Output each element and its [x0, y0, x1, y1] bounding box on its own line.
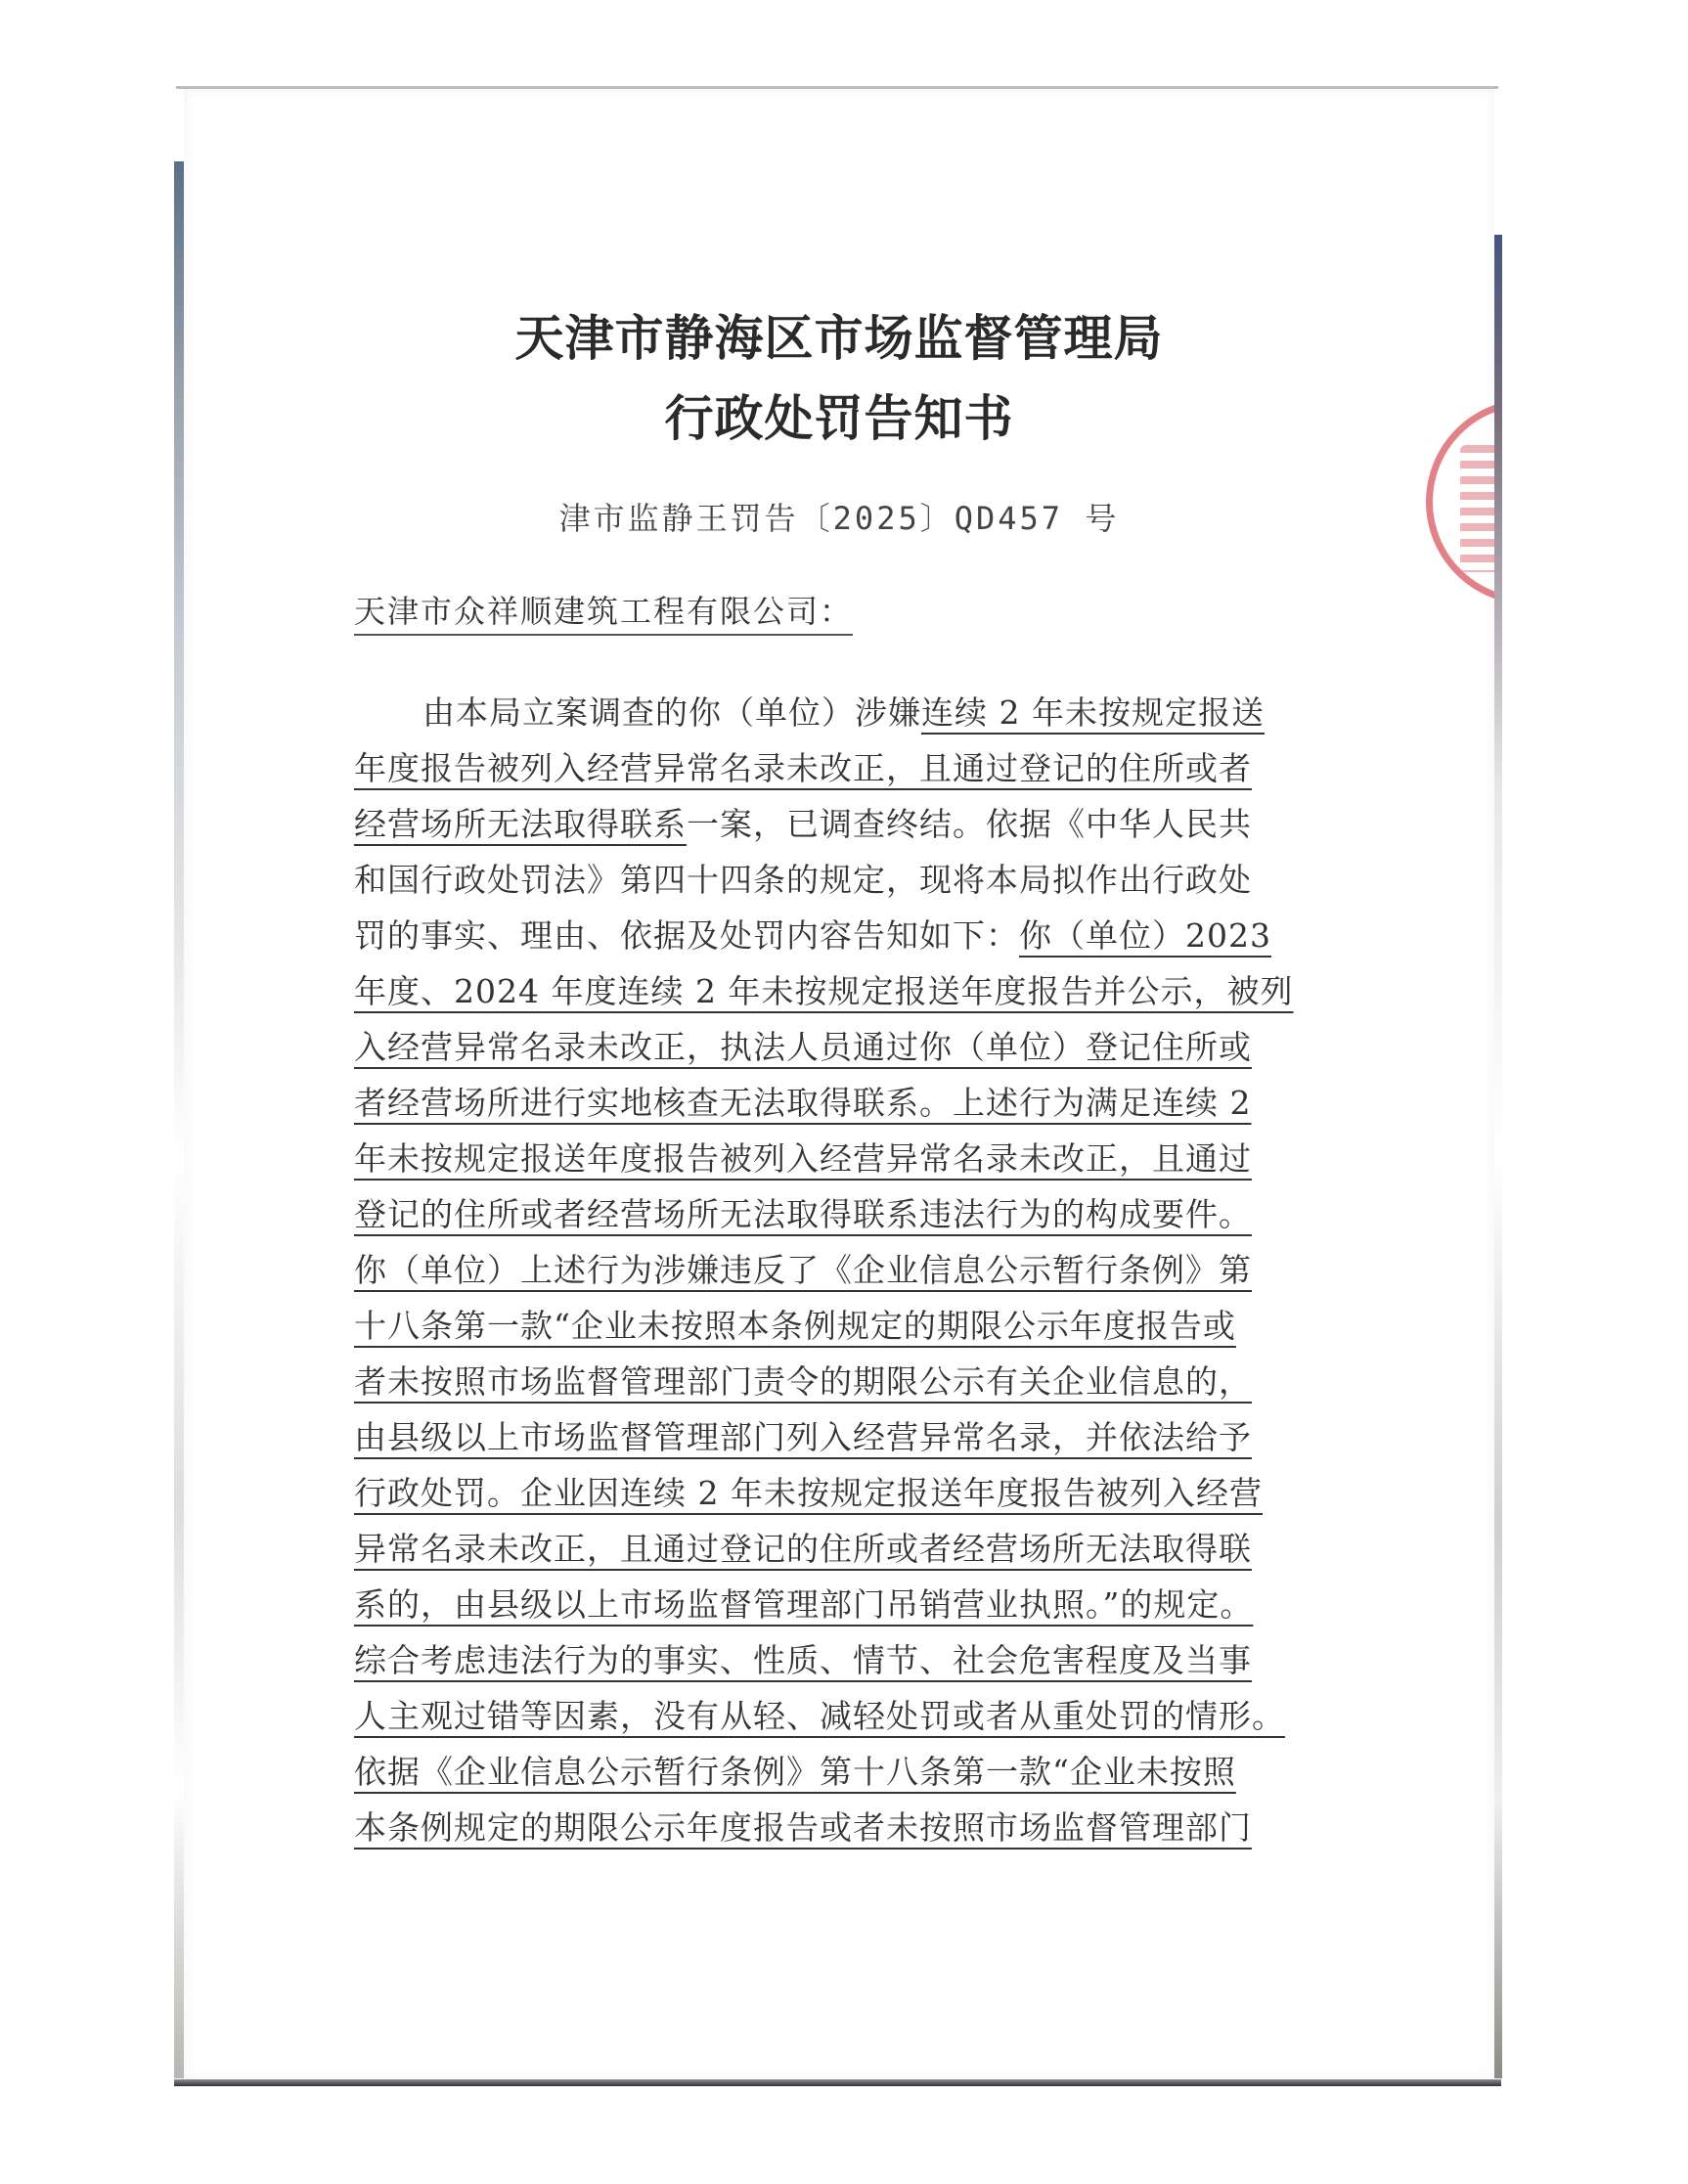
underlined-text: 者经营场所进行实地核查无法取得联系。上述行为满足连续 2 — [354, 1084, 1252, 1122]
page-title: 天津市静海区市场监督管理局 — [514, 309, 1164, 367]
background-right-strip — [1494, 235, 1502, 2078]
underlined-text: 年度报告被列入经营异常名录未改正，且通过登记的住所或者 — [354, 749, 1252, 787]
underlined-text: 十八条第一款“企业未按照本条例规定的期限公示年度报告或 — [354, 1307, 1236, 1345]
body-text: 由本局立案调查的你（单位）涉嫌 — [422, 693, 921, 732]
underlined-text: 人主观过错等因素，没有从轻、减轻处罚或者从重处罚的情形。 — [354, 1697, 1285, 1735]
body-line — [354, 1465, 1326, 1521]
body-line — [354, 1800, 1326, 1855]
body-text: 一案，已调查终结。依据《中华人民共 — [687, 805, 1252, 843]
body-line — [354, 796, 1326, 852]
underlined-text: 者未按照市场监督管理部门责令的期限公示有关企业信息的， — [354, 1362, 1252, 1401]
body-line — [354, 685, 1326, 740]
body-line — [354, 1632, 1326, 1688]
document-number: 津市监静王罚告〔2025〕QD457 号 — [558, 500, 1120, 537]
body-line — [354, 1019, 1326, 1075]
underlined-text: 你（单位）上述行为涉嫌违反了《企业信息公示暂行条例》第 — [354, 1251, 1252, 1289]
underlined-text: 由县级以上市场监督管理部门列入经营异常名录，并依法给予 — [354, 1418, 1252, 1456]
underlined-text: 入经营异常名录未改正，执法人员通过你（单位）登记住所或 — [354, 1028, 1252, 1066]
underlined-text: 依据《企业信息公示暂行条例》第十八条第一款“企业未按照 — [354, 1753, 1236, 1791]
body-line — [354, 1131, 1326, 1186]
body-line — [354, 740, 1326, 796]
background-left-strip — [174, 161, 184, 2078]
body-text: 和国行政处罚法》第四十四条的规定，现将本局拟作出行政处 — [354, 861, 1252, 899]
body-text: 罚的事实、理由、依据及处罚内容告知如下： — [354, 916, 1019, 955]
underlined-text: 年未按规定报送年度报告被列入经营异常名录未改正，且通过 — [354, 1139, 1252, 1178]
body-line — [354, 1354, 1326, 1409]
underlined-text: 年度、2024 年度连续 2 年未按规定报送年度报告并公示，被列 — [354, 972, 1294, 1010]
page-bottom-edge — [174, 2079, 1501, 2086]
body-line — [354, 1521, 1326, 1577]
document-body — [354, 685, 1326, 1855]
body-line — [354, 963, 1326, 1019]
body-line — [354, 1186, 1326, 1242]
addressee: 天津市众祥顺建筑工程有限公司： — [354, 587, 853, 636]
underlined-text: 异常名录未改正，且通过登记的住所或者经营场所无法取得联 — [354, 1530, 1252, 1568]
body-line — [354, 1577, 1326, 1632]
underlined-text: 登记的住所或者经营场所无法取得联系违法行为的构成要件。 — [354, 1195, 1252, 1233]
underlined-text: 系的，由县级以上市场监督管理部门吊销营业执照。”的规定。 — [354, 1585, 1254, 1624]
body-line — [354, 1298, 1326, 1354]
underlined-text: 你（单位）2023 — [1019, 916, 1271, 955]
underlined-text: 经营场所无法取得联系 — [354, 805, 687, 843]
body-line — [354, 1409, 1326, 1465]
page-subtitle: 行政处罚告知书 — [664, 389, 1014, 447]
body-line — [354, 1075, 1326, 1131]
body-line — [354, 1688, 1326, 1744]
body-line — [354, 852, 1326, 908]
underlined-text: 行政处罚。企业因连续 2 年未按规定报送年度报告被列入经营 — [354, 1474, 1263, 1512]
body-line — [354, 1242, 1326, 1298]
body-line — [354, 1744, 1326, 1800]
underlined-text: 连续 2 年未按规定报送 — [921, 693, 1265, 732]
underlined-text: 综合考虑违法行为的事实、性质、情节、社会危害程度及当事 — [354, 1641, 1252, 1679]
body-line — [354, 908, 1326, 963]
underlined-text: 本条例规定的期限公示年度报告或者未按照市场监督管理部门 — [354, 1808, 1252, 1847]
